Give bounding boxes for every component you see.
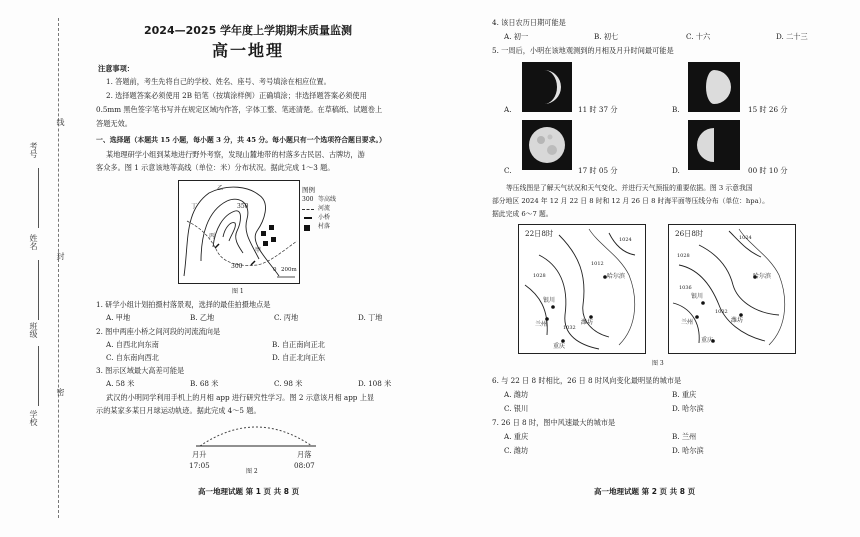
intro-line: 示的某家多某日月球运动轨迹。据此完成 4～5 题。 [96, 406, 261, 415]
q6-option-c[interactable]: C. 银川 [504, 404, 529, 413]
notes-title: 注意事项： [98, 64, 134, 73]
q5-option-b-letter[interactable]: B. [672, 105, 680, 114]
legend-contour: 等高线 [318, 196, 337, 203]
isobar-map-26 [668, 224, 796, 354]
moon-trajectory [200, 427, 312, 446]
question-4-stem: 4. 该日农历日期可能是 [492, 18, 566, 27]
q4-option-d[interactable]: D. 二十三 [776, 32, 808, 41]
q3-option-c[interactable]: C. 98 米 [274, 379, 303, 388]
intro-line: 武汉的小明同学利用手机上的月相 app 进行研究性学习。图 2 示意该月相 app 上显 [106, 393, 375, 402]
city-label-chongqing: 重庆 [553, 343, 566, 350]
place-label: 甲 [255, 247, 262, 254]
city-dot-yinchuan [701, 301, 705, 305]
isobar-value: 1024 [739, 235, 752, 241]
full-moon-icon [522, 120, 572, 170]
q2-option-c[interactable]: C. 自东南向西北 [106, 353, 159, 362]
contour-line-inner [213, 211, 243, 253]
note-line: 1. 答题前，考生先将自己的学校、姓名、座号、考号填涂在相应位置。 [106, 77, 331, 86]
city-label-weifang: 潍坊 [731, 317, 744, 324]
isobar-lines-22 [519, 225, 645, 353]
note-line: 2. 选择题答案必须使用 2B 铅笔（按填涂样例）正确填涂；非选择题答案必须使用 [106, 91, 367, 100]
section-heading: 一、选择题（本题共 15 小题，每小题 3 分，共 45 分。每小题只有一个选项符合题目要求。） [96, 136, 386, 144]
figure-3-caption: 图 3 [652, 360, 664, 367]
moonrise-time: 17:05 [189, 461, 210, 470]
moonrise-label: 月升 [192, 450, 207, 459]
q7-option-c[interactable]: C. 潍坊 [504, 446, 529, 455]
isobar-value: 1012 [591, 261, 604, 267]
seal-char-seal: 封 [56, 252, 65, 260]
page-2-footer: 高一地理试题 第 2 页 共 8 页 [594, 487, 696, 496]
city-label-weifang: 潍坊 [581, 319, 594, 326]
isobar-value: 1032 [563, 325, 576, 331]
legend-river-symbol [302, 209, 314, 210]
map-26-title: 26日8时 [675, 229, 704, 238]
binding-label-id: 考号 [29, 142, 38, 158]
moon-image-c [522, 120, 572, 170]
legend-bridge-symbol [304, 217, 312, 219]
city-label-lanzhou: 兰州 [535, 321, 548, 328]
figure-1-caption: 图 1 [232, 288, 244, 295]
binding-blank-line [38, 260, 39, 320]
q4-option-c[interactable]: C. 十六 [686, 32, 711, 41]
bridge-marker [251, 261, 255, 265]
intro-line: 据此完成 6～7 题。 [492, 210, 553, 218]
intro-line: 部分地区 2024 年 12 月 22 日 8 时和 12 月 26 日 8 时海平面等压线分布（单位：hpa）。 [492, 197, 769, 205]
contour-label: 300 [231, 263, 243, 270]
place-label: 丁 [191, 203, 198, 210]
seal-char-line: 线 [56, 118, 65, 126]
isobar-map-22 [518, 224, 646, 354]
half-moon-icon [688, 120, 740, 170]
q7-option-b[interactable]: B. 兰州 [672, 432, 697, 441]
binding-label-name: 姓名 [29, 234, 38, 250]
q1-option-c[interactable]: C. 丙地 [274, 313, 299, 322]
city-label-lanzhou: 兰州 [681, 319, 694, 326]
note-line: 0.5mm 黑色签字笔书写并在规定区域内作答，字体工整、笔迹清楚。在草稿纸、试题卷上 [96, 105, 383, 114]
q5-option-b-time: 15 时 26 分 [748, 105, 788, 114]
village-marker [269, 225, 274, 230]
isobar-value: 1028 [533, 273, 546, 279]
intro-line: 客众多。图 1 示意该地等高线（单位：米）分布状况。据此完成 1～3 题。 [96, 163, 335, 172]
contour-line-350 [201, 199, 262, 261]
binding-blank-line [38, 346, 39, 406]
binding-dash-line [58, 18, 59, 518]
river-line [187, 221, 297, 265]
seal-char-secret: 密 [56, 388, 65, 396]
city-label-yinchuan: 银川 [691, 293, 704, 300]
q5-option-d-time: 00 时 10 分 [748, 166, 788, 175]
map-22-title: 22日8时 [525, 229, 554, 238]
page-1 [92, 0, 472, 537]
q3-option-d[interactable]: D. 108 米 [358, 379, 392, 388]
q1-option-d[interactable]: D. 丁地 [358, 313, 383, 322]
q1-option-b[interactable]: B. 乙地 [190, 313, 215, 322]
moon-image-b [688, 62, 740, 112]
q6-option-b[interactable]: B. 重庆 [672, 390, 697, 399]
question-1-stem: 1. 研学小组计划拍摄村落景观，选择的最佳拍摄地点是 [96, 300, 271, 309]
q6-option-d[interactable]: D. 哈尔滨 [672, 404, 704, 413]
q5-option-d-letter[interactable]: D. [672, 166, 680, 175]
city-dot-lanzhou [695, 315, 699, 319]
q3-option-b[interactable]: B. 68 米 [190, 379, 219, 388]
legend-title: 图例 [302, 186, 315, 194]
legend-village: 村落 [318, 223, 331, 230]
binding-label-school: 学校 [29, 410, 38, 426]
scale-distance: 200m [281, 267, 297, 273]
contour-label: 350 [237, 203, 249, 210]
question-2-stem: 2. 图中两座小桥之间河段的河流流向是 [96, 327, 221, 336]
city-label-yinchuan: 银川 [543, 297, 556, 304]
binding-blank-line [38, 168, 39, 228]
place-label: 乙 [217, 185, 224, 192]
place-label: 丙 [209, 233, 216, 240]
city-label-harbin: 哈尔滨 [753, 273, 772, 280]
question-6-stem: 6. 与 22 日 8 时相比，26 日 8 时风向变化最明显的城市是 [492, 376, 682, 385]
q3-option-a[interactable]: A. 58 米 [106, 379, 135, 388]
figure-1-map [178, 180, 300, 284]
isobar-value: 1036 [679, 285, 692, 291]
isobar-value: 1028 [677, 253, 690, 259]
moonset-label: 月落 [297, 450, 312, 459]
legend-bridge: 小桥 [318, 214, 331, 221]
scale-zero: 0 [273, 267, 277, 273]
exam-title: 高一地理 [212, 41, 285, 60]
legend-village-symbol [304, 225, 310, 231]
q2-option-a[interactable]: A. 自西北向东南 [106, 340, 159, 349]
city-label-harbin: 哈尔滨 [607, 273, 626, 280]
moonset-time: 08:07 [294, 461, 315, 470]
q2-option-d[interactable]: D. 自正北向正东 [272, 353, 326, 362]
page-1-footer: 高一地理试题 第 1 页 共 8 页 [198, 487, 300, 496]
q7-option-a[interactable]: A. 重庆 [504, 432, 529, 441]
note-line: 答题无效。 [96, 119, 132, 128]
coastline [589, 229, 635, 345]
waxing-gibbous-moon-icon [688, 62, 740, 112]
q5-option-c-letter[interactable]: C. [504, 166, 512, 175]
crescent-moon-icon [522, 62, 572, 112]
city-label-chongqing: 重庆 [701, 337, 714, 344]
question-7-stem: 7. 26 日 8 时，图中风速最大的城市是 [492, 418, 616, 427]
moon-image-d [688, 120, 740, 170]
q6-option-a[interactable]: A. 潍坊 [504, 390, 529, 399]
question-3-stem: 3. 图示区域最大高差可能是 [96, 366, 185, 375]
contour-line-peak [223, 223, 235, 241]
isobar-value: 1032 [715, 309, 728, 315]
isobar-value: 1024 [619, 237, 632, 243]
village-marker [271, 237, 276, 242]
moon-path-arc [196, 418, 316, 448]
question-5-stem: 5. 一周后，小明在该地观测到的月相及月升时间最可能是 [492, 46, 674, 55]
village-marker [261, 231, 266, 236]
coastline [739, 229, 785, 345]
legend-value: 300 [302, 196, 314, 203]
intro-line: 等压线图是了解天气状况和天气变化、并进行天气预报的重要依据。图 3 示意我国 [506, 184, 753, 192]
binding-margin [0, 0, 92, 537]
page-2 [482, 0, 852, 537]
q4-option-b[interactable]: B. 初七 [594, 32, 619, 41]
legend-river: 河流 [318, 205, 331, 212]
village-marker [263, 241, 268, 246]
figure-2-caption: 图 2 [246, 468, 258, 475]
q4-option-a[interactable]: A. 初一 [504, 32, 529, 41]
bridge-marker [215, 244, 219, 248]
q2-option-b[interactable]: B. 自正南向正北 [272, 340, 325, 349]
intro-line: 某地理研学小组到某地进行野外考察，发现山麓地带的村落多古民居、古牌坊，游 [106, 150, 365, 159]
q5-option-c-time: 17 时 05 分 [578, 166, 618, 175]
moon-image-a [522, 62, 572, 112]
exam-header: 2024—2025 学年度上学期期末质量监测 [144, 24, 353, 37]
city-dot-yinchuan [551, 305, 555, 309]
q7-option-d[interactable]: D. 哈尔滨 [672, 446, 704, 455]
q5-option-a-letter[interactable]: A. [504, 105, 512, 114]
q1-option-a[interactable]: A. 甲地 [106, 313, 131, 322]
q5-option-a-time: 11 时 37 分 [578, 105, 618, 114]
binding-label-class: 班级 [29, 322, 38, 338]
